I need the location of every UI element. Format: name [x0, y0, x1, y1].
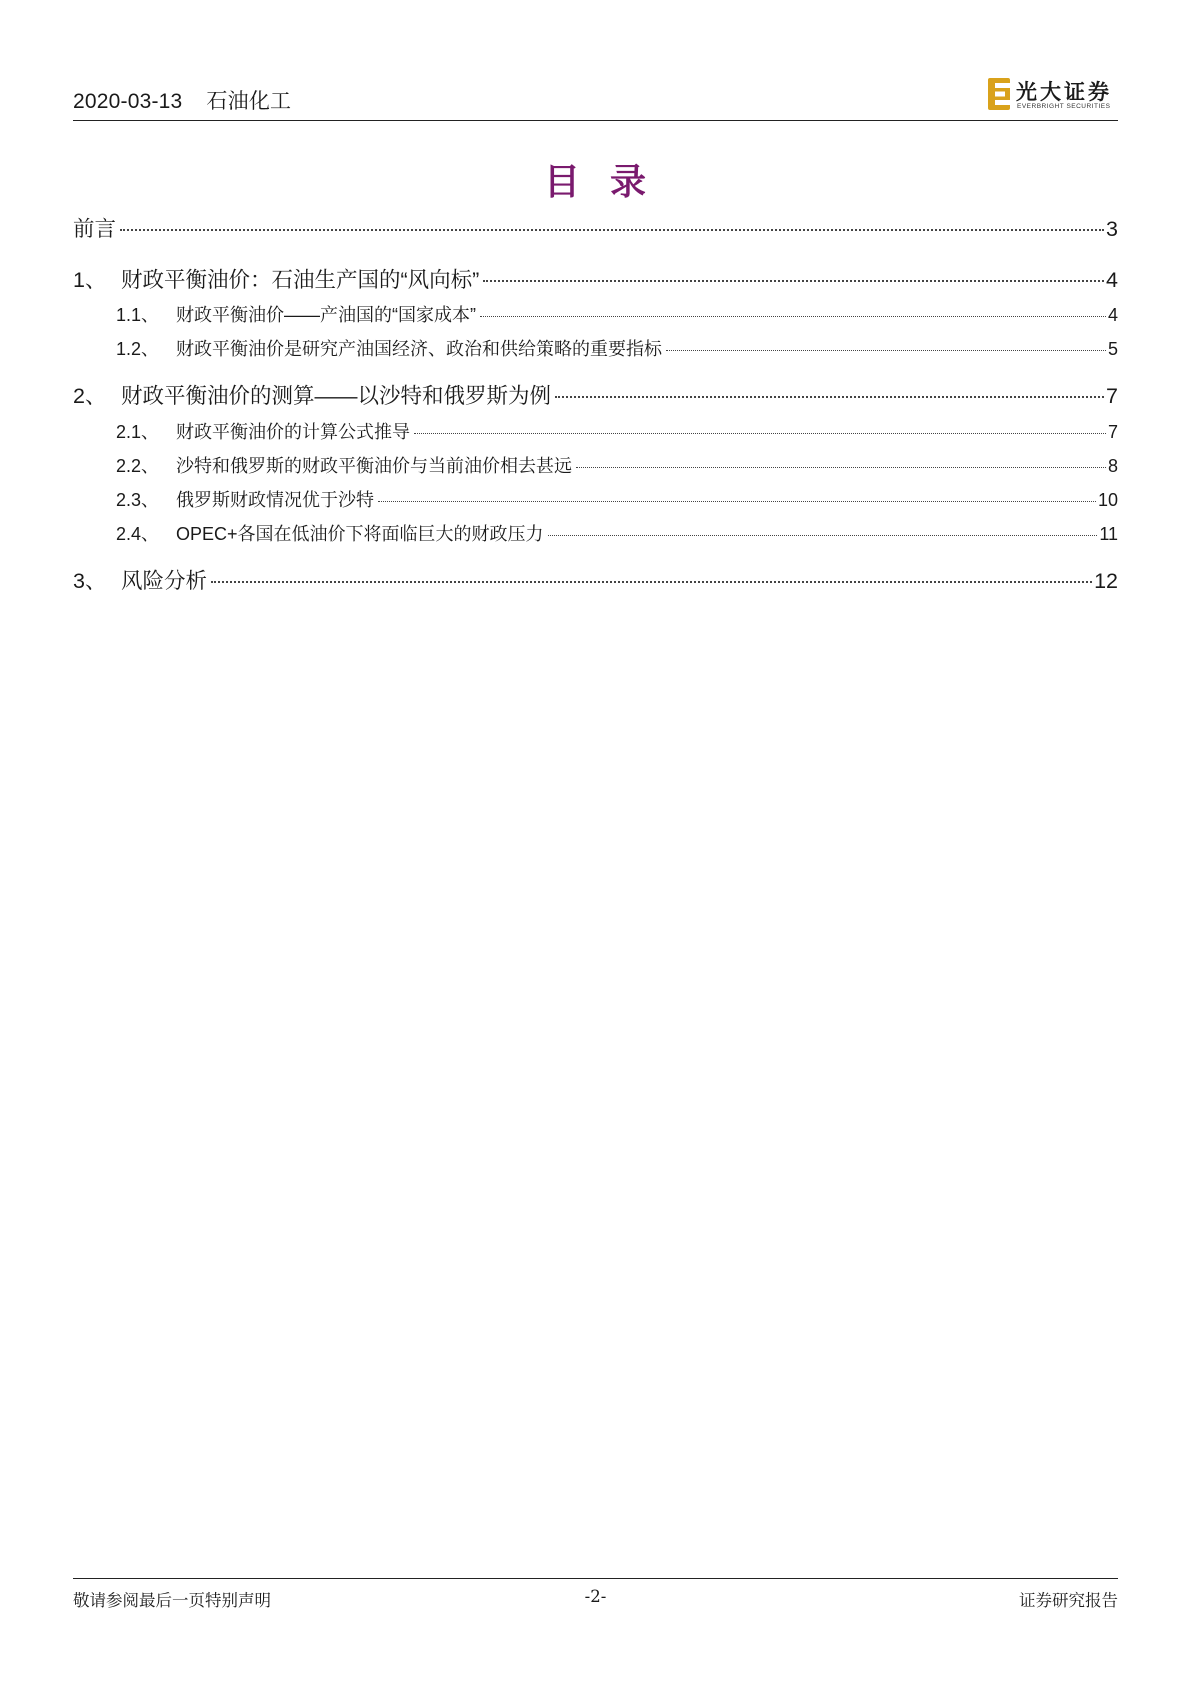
toc-entry-number: 1.2、 [116, 339, 160, 359]
toc-entry-label: 沙特和俄罗斯的财政平衡油价与当前油价相去甚远 [176, 456, 572, 476]
toc-entry-label: 俄罗斯财政情况优于沙特 [176, 490, 374, 510]
toc-entry-preface[interactable] [73, 212, 1118, 243]
toc-entry-1-2[interactable] [73, 335, 1118, 361]
toc-page-number: 4 [1107, 305, 1118, 325]
toc-leader-dots [378, 501, 1096, 502]
toc-entry-2[interactable] [73, 379, 1118, 410]
toc-entry-label: OPEC+各国在低油价下将面临巨大的财政压力 [176, 524, 544, 544]
report-category: 石油化工 [206, 90, 292, 113]
toc-page-number: 5 [1107, 339, 1118, 359]
toc-leader-dots [480, 316, 1106, 317]
footer-page-number: -2- [584, 1587, 607, 1606]
toc-leader-dots [576, 467, 1106, 468]
everbright-logo [988, 76, 1116, 114]
toc-entry-2-3[interactable] [73, 486, 1118, 512]
toc-entry-label: 前言 [73, 217, 117, 241]
toc-entry-number: 2.1、 [116, 422, 160, 442]
toc-entry-label: 财政平衡油价是研究产油国经济、政治和供给策略的重要指标 [176, 339, 662, 359]
toc-entry-1[interactable] [73, 263, 1118, 294]
toc-entry-number: 2.3、 [116, 490, 160, 510]
toc-entry-number: 2.4、 [116, 524, 160, 544]
toc-leader-dots [120, 229, 1104, 231]
toc-entry-label: 财政平衡油价的测算——以沙特和俄罗斯为例 [121, 384, 552, 408]
toc-page-number: 4 [1106, 268, 1118, 292]
page-header [73, 74, 1118, 121]
toc-leader-dots [666, 350, 1106, 351]
toc-page-number: 12 [1094, 569, 1118, 593]
toc-entry-2-1[interactable] [73, 418, 1118, 444]
toc-page-number: 10 [1097, 490, 1118, 510]
toc-title: 目录 [543, 161, 676, 203]
toc-entry-number: 3、 [73, 569, 107, 593]
footer-report-type: 证券研究报告 [1019, 1591, 1118, 1610]
toc-entry-label: 风险分析 [121, 569, 208, 593]
toc-entry-number: 2.2、 [116, 456, 160, 476]
toc-page-number: 3 [1106, 217, 1118, 241]
toc-page-number: 11 [1099, 524, 1118, 544]
toc-entry-2-2[interactable] [73, 452, 1118, 478]
toc-entry-2-4[interactable] [73, 520, 1118, 546]
toc-leader-dots [555, 396, 1104, 398]
toc-entry-number: 1、 [73, 268, 107, 292]
toc-entry-number: 1.1、 [116, 305, 160, 325]
toc-entry-label: 财政平衡油价：石油生产国的“风向标” [121, 268, 480, 292]
toc-page-number: 7 [1106, 384, 1118, 408]
toc-leader-dots [548, 535, 1098, 536]
toc-leader-dots [211, 581, 1092, 583]
report-date: 2020-03-13 [73, 90, 183, 113]
logo-english-name: EVERBRIGHT SECURITIES [1017, 103, 1111, 110]
toc-entry-label: 财政平衡油价的计算公式推导 [176, 422, 410, 442]
toc-leader-dots [414, 433, 1106, 434]
toc-page-number: 8 [1107, 456, 1118, 476]
toc-entry-3[interactable] [73, 564, 1118, 595]
toc-entry-number: 2、 [73, 384, 107, 408]
footer-disclaimer: 敬请参阅最后一页特别声明 [73, 1591, 271, 1610]
logo-chinese-name: 光大证券 [1016, 79, 1112, 104]
toc-entry-1-1[interactable] [73, 301, 1118, 327]
toc-entry-label: 财政平衡油价——产油国的“国家成本” [176, 305, 476, 325]
page-footer [73, 1578, 1118, 1619]
toc-leader-dots [483, 280, 1104, 282]
header-meta [73, 85, 291, 115]
toc-page-number: 7 [1107, 422, 1118, 442]
everbright-e-icon [988, 78, 1010, 110]
